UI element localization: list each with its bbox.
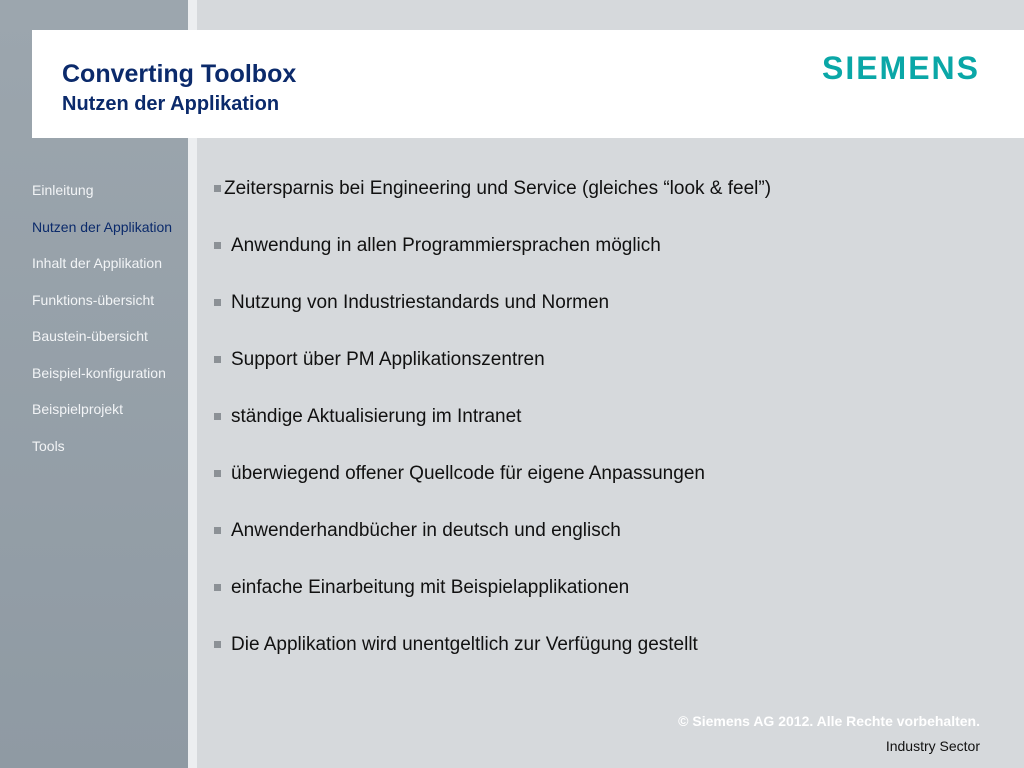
sidebar-item-inhalt-der-applikation[interactable]: Inhalt der Applikation bbox=[32, 255, 162, 271]
list-item bbox=[214, 632, 994, 689]
sidebar-item-beispielkonfiguration[interactable]: Beispiel-konfiguration bbox=[32, 364, 166, 381]
list-item bbox=[214, 461, 994, 518]
bullet-text: ständige Aktualisierung im Intranet bbox=[231, 406, 522, 427]
bullet-text: einfache Einarbeitung mit Beispielapplikationen bbox=[231, 577, 630, 598]
page-title: Converting Toolbox bbox=[62, 60, 297, 88]
sidebar-item-beispielprojekt[interactable]: Beispielprojekt bbox=[32, 401, 124, 417]
page-subtitle: Nutzen der Applikation bbox=[62, 93, 280, 115]
bullet-text: überwiegend offener Quellcode für eigene Anpassungen bbox=[231, 463, 705, 484]
bullet-text: Anwendung in allen Programmiersprachen möglich bbox=[231, 235, 661, 256]
bullet-list bbox=[214, 176, 994, 689]
sidebar-item-nutzen-der-applikation[interactable]: Nutzen der Applikation bbox=[32, 218, 173, 235]
sidebar-nav bbox=[32, 178, 182, 470]
siemens-logo: SIEMENS bbox=[821, 50, 980, 86]
sidebar-item-einleitung[interactable]: Einleitung bbox=[32, 182, 94, 198]
copyright-notice: © Siemens AG 2012. Alle Rechte vorbehalten. bbox=[678, 713, 980, 729]
bullet-text: Nutzung von Industriestandards und Normen bbox=[231, 292, 610, 313]
sector-label: Industry Sector bbox=[885, 738, 980, 754]
bullet-text: Support über PM Applikationszentren bbox=[231, 349, 545, 370]
square-bullet-icon bbox=[214, 527, 221, 534]
square-bullet-icon bbox=[214, 242, 221, 249]
square-bullet-icon bbox=[214, 356, 221, 363]
square-bullet-icon bbox=[214, 641, 221, 648]
sidebar-item-tools[interactable]: Tools bbox=[32, 437, 65, 454]
list-item bbox=[214, 518, 994, 575]
list-item bbox=[214, 575, 994, 632]
bullet-text: Anwenderhandbücher in deutsch und englisch bbox=[231, 520, 621, 541]
square-bullet-icon bbox=[214, 584, 221, 591]
sidebar-item-bausteinuebersicht[interactable]: Baustein-übersicht bbox=[32, 328, 148, 344]
square-bullet-icon bbox=[214, 470, 221, 477]
square-bullet-icon bbox=[214, 185, 221, 192]
list-item bbox=[214, 347, 994, 404]
list-item bbox=[214, 176, 994, 233]
bullet-text: Zeitersparnis bei Engineering und Service (gleiches “look & feel”) bbox=[224, 178, 772, 199]
list-item bbox=[214, 233, 994, 290]
square-bullet-icon bbox=[214, 299, 221, 306]
sidebar-item-funktionsuebersicht[interactable]: Funktions-übersicht bbox=[32, 291, 155, 308]
bullet-text: Die Applikation wird unentgeltlich zur Verfügung gestellt bbox=[231, 634, 698, 655]
header-panel bbox=[32, 30, 1024, 138]
square-bullet-icon bbox=[214, 413, 221, 420]
list-item bbox=[214, 290, 994, 347]
list-item bbox=[214, 404, 994, 461]
